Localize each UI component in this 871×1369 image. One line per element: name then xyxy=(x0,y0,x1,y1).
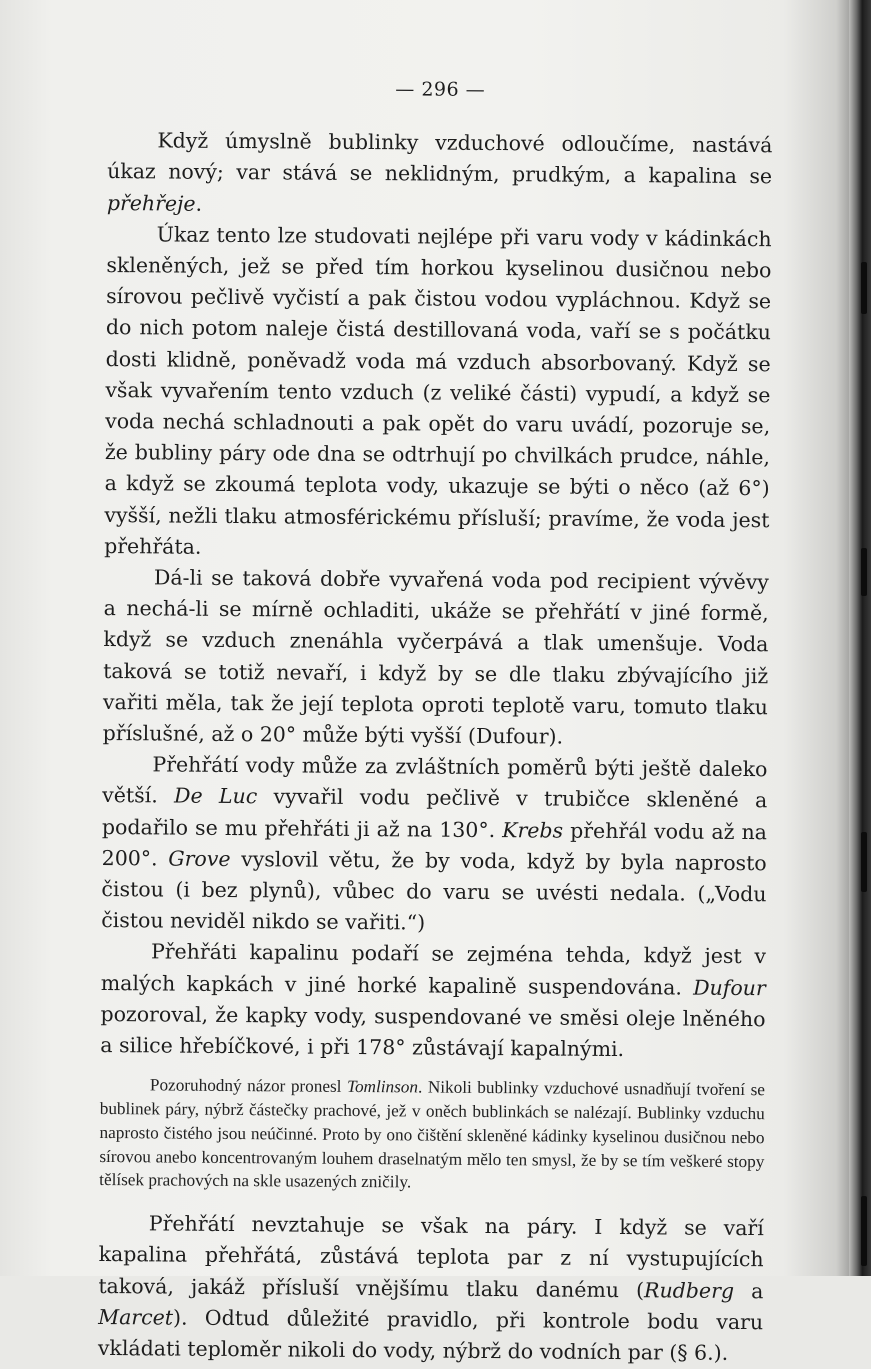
paragraph xyxy=(104,219,772,567)
italic-name: Krebs xyxy=(502,817,564,843)
paragraph xyxy=(100,936,766,1066)
book-binding-edge xyxy=(849,0,871,1276)
text-run: vyvařil vodu pečlivě v trubičce skleněné a podařilo se mu přehřáti ji až na 130°. xyxy=(101,784,768,842)
italic-name: Tomlinson xyxy=(346,1077,419,1097)
text-run: vyslovil větu, že by voda, když by byla naprosto čistou (i bez plynů), vůbec do varu se uvésti nedala. („Vodu čistou neviděl nikdo se vařiti.“) xyxy=(101,846,767,935)
italic-name: De Luc xyxy=(173,784,258,809)
text-run: . xyxy=(195,191,203,216)
italic-name: Grove xyxy=(168,846,231,871)
page-number: — 296 — xyxy=(395,78,486,101)
italic-name: Rudberg xyxy=(644,1277,735,1303)
paragraph xyxy=(107,125,773,224)
text-run: Přehřáti kapalinu podaří se zejména tehda, když jest v malých kapkách v jiné horké kapalině suspendována. xyxy=(100,939,767,1000)
text-run: pozoroval, že kapky vody, suspendované ve směsi oleje lněného a silice hřebíčkové, i při 178° zůstávají kapalnými. xyxy=(100,1001,766,1062)
italic-name: přehřeje xyxy=(106,190,196,216)
text-run: Když úmyslně bublinky vzduchové odloučíme, nastává úkaz nový; var stává se neklidným, prudkým, a kapalina se xyxy=(107,128,773,189)
text-run: přehřál vodu až na 200°. xyxy=(101,818,768,871)
edge-mark xyxy=(861,1196,867,1266)
italic-name: Dufour xyxy=(693,975,766,1000)
small-print-note xyxy=(99,1073,765,1197)
text-run: Úkaz tento lze studovati nejlépe při varu vody v kádinkách skleněných, jež se před tím horkou kyselinou dusičnou nebo sírovou pečlivě vyčistí a pak čistou vodou vypláchnou. Když se do nich potom naleje čistá destillovaná voda, vaří se s počátku dosti klidně, poněvadž voda má vzduch absorbovaný. Když se však vyvařením tento vzduch (z veliké části) vypudí, a když se voda nechá schladnouti a pak opět do varu uvádí, pozoruje se, že bubliny páry ode dna se odtrhují po chvilkách prudce, náhle, a když se zkoumá teplota vody, ukazuje se býti o něco (až 6°) vyšší, nežli tlaku atmosférickému přísluší; pravíme, že voda jest přehřáta. xyxy=(104,222,772,559)
text-run: Pozoruhodný názor pronesl xyxy=(149,1075,348,1097)
italic-name: Marcet xyxy=(98,1304,174,1330)
edge-mark xyxy=(861,548,867,596)
text-run: . Nikoli bublinky vzduchové usnadňují tvoření se bublinek páry, nýbrž částečky prachové, jež v oněch bublinkách se nalézají. Bublinky vzduchu naprosto čistého jsou neúčinné. Proto by ono čištění skleněné kádinky kyselinou dusičnou nebo sírovou anebo koncentrovaným louhem draselnatým mělo ten smysl, že by se tím veškeré stopy tělísek prachových na skle usazených zničily. xyxy=(99,1077,766,1192)
text-run: ). Odtud důležité pravidlo, při kontrole bodu varu vkládati teploměr nikoli do vody, nýbrž do vodních par (§ 6.). xyxy=(97,1305,764,1366)
edge-mark xyxy=(861,832,867,892)
text-run: a xyxy=(733,1278,764,1303)
book-page xyxy=(98,60,773,1369)
text-run: Přehřátí nevztahuje se však na páry. I když se vaří kapalina přehřátá, zůstává teplota par z ní vystupujících taková, jakáž přísluší vnějšímu tlaku danému ( xyxy=(98,1211,764,1302)
paragraph xyxy=(103,562,769,754)
edge-mark xyxy=(861,262,867,314)
paragraph xyxy=(101,749,767,941)
text-run: Dá-li se taková dobře vyvařená voda pod recipient vývěvy a nechá-li se mírně ochladiti, ukáže se přehřátí v jiné formě, když se vzduch znenáhla vyčerpává a tlak umenšuje. Voda taková se totiž nevaří, i když by se dle tlaku zbývajícího již vařiti měla, tak že její teplota oproti teplotě varu, tomuto tlaku příslušné, až o 20° může býti vyšší (Dufour). xyxy=(102,565,770,749)
text-run: Přehřátí vody může za zvláštních poměrů býti ještě daleko větší. xyxy=(102,752,768,809)
paragraph xyxy=(98,1208,764,1369)
